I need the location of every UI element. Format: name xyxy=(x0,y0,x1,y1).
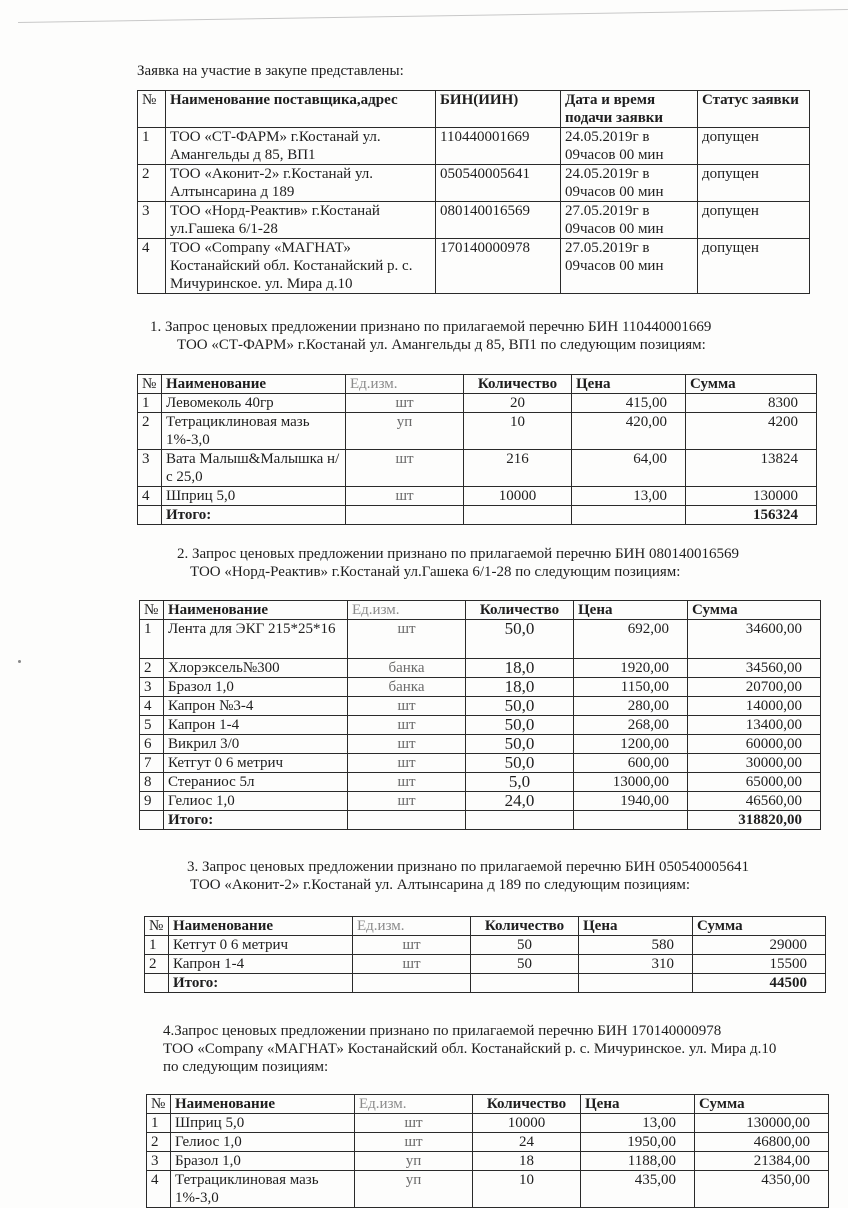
item-price: 280,00 xyxy=(574,697,688,716)
section-4-items-table xyxy=(146,1094,829,1208)
item-sum: 46800,00 xyxy=(695,1133,829,1152)
item-qty: 20 xyxy=(464,394,572,413)
status-value: допущен xyxy=(698,239,810,294)
col-header-status: Статус заявки xyxy=(698,91,810,128)
total-row xyxy=(145,974,826,993)
row-number: 1 xyxy=(140,620,164,659)
item-name: Гелиос 1,0 xyxy=(164,792,348,811)
item-qty: 18,0 xyxy=(466,678,574,697)
intro-text: Заявка на участие в закупе представлены: xyxy=(137,63,404,79)
section-2-title-line1: 2. Запрос ценовых предложении признано по прилагаемой перечню БИН 080140016569 xyxy=(177,546,739,562)
scan-artifact-line xyxy=(18,9,848,23)
item-name: Стераниос 5л xyxy=(164,773,348,792)
col-header-sum: Сумма xyxy=(693,917,826,936)
submission-date: 27.05.2019г в 09часов 00 мин xyxy=(561,202,698,239)
item-unit: банка xyxy=(348,659,466,678)
col-header-number: № xyxy=(138,91,166,128)
item-sum: 8300 xyxy=(686,394,817,413)
status-value: допущен xyxy=(698,165,810,202)
item-qty: 18,0 xyxy=(466,659,574,678)
supplier-name: ТОО «Норд-Реактив» г.Костанай ул.Гашека 6/1-28 xyxy=(166,202,436,239)
supplier-name: ТОО «Аконит-2» г.Костанай ул. Алтынсарина д 189 xyxy=(166,165,436,202)
item-sum: 60000,00 xyxy=(688,735,821,754)
item-name: Вата Малыш&Малышка н/с 25,0 xyxy=(162,450,346,487)
row-number: 9 xyxy=(140,792,164,811)
item-unit: шт xyxy=(355,1133,473,1152)
bin-value: 080140016569 xyxy=(436,202,561,239)
row-number: 2 xyxy=(147,1133,171,1152)
item-qty: 10 xyxy=(464,413,572,450)
item-unit: банка xyxy=(348,678,466,697)
bin-value: 110440001669 xyxy=(436,128,561,165)
item-price: 64,00 xyxy=(572,450,686,487)
item-name: Бразол 1,0 xyxy=(164,678,348,697)
item-unit: уп xyxy=(355,1171,473,1208)
item-price: 13,00 xyxy=(572,487,686,506)
total-row xyxy=(140,811,821,830)
section-4-title-line3: по следующим позициям: xyxy=(163,1059,329,1075)
table-row xyxy=(147,1114,829,1133)
item-unit: шт xyxy=(348,716,466,735)
item-sum: 130000 xyxy=(686,487,817,506)
row-number: 2 xyxy=(138,413,162,450)
table-row xyxy=(138,202,810,239)
item-price: 580 xyxy=(579,936,693,955)
table-row xyxy=(140,773,821,792)
col-header-sum: Сумма xyxy=(688,601,821,620)
item-sum: 4350,00 xyxy=(695,1171,829,1208)
col-header-name: Наименование xyxy=(171,1095,355,1114)
col-header-name: Наименование xyxy=(162,375,346,394)
item-price: 1200,00 xyxy=(574,735,688,754)
item-price: 692,00 xyxy=(574,620,688,659)
item-sum: 20700,00 xyxy=(688,678,821,697)
supplier-name: ТОО «СТ-ФАРМ» г.Костанай ул. Амангельды д 85, ВП1 xyxy=(166,128,436,165)
table-row xyxy=(138,450,817,487)
table-row xyxy=(138,239,810,294)
submission-date: 24.05.2019г в 09часов 00 мин xyxy=(561,128,698,165)
col-header-supplier: Наименование поставщика,адрес xyxy=(166,91,436,128)
col-header-name: Наименование xyxy=(164,601,348,620)
submission-date: 24.05.2019г в 09часов 00 мин xyxy=(561,165,698,202)
item-unit: уп xyxy=(355,1152,473,1171)
item-sum: 34600,00 xyxy=(688,620,821,659)
col-header-price: Цена xyxy=(574,601,688,620)
table-row xyxy=(138,394,817,413)
row-number: 3 xyxy=(147,1152,171,1171)
item-sum: 46560,00 xyxy=(688,792,821,811)
row-number: 2 xyxy=(138,165,166,202)
item-qty: 216 xyxy=(464,450,572,487)
bin-value: 170140000978 xyxy=(436,239,561,294)
row-number: 4 xyxy=(138,487,162,506)
col-header-number: № xyxy=(138,375,162,394)
item-qty: 50 xyxy=(471,936,579,955)
item-unit: шт xyxy=(348,697,466,716)
col-header-qty: Количество xyxy=(471,917,579,936)
col-header-unit: Ед.изм. xyxy=(346,375,464,394)
item-price: 415,00 xyxy=(572,394,686,413)
item-qty: 50,0 xyxy=(466,735,574,754)
row-number: 8 xyxy=(140,773,164,792)
row-number: 4 xyxy=(147,1171,171,1208)
col-header-qty: Количество xyxy=(466,601,574,620)
section-3-items-table xyxy=(144,916,826,993)
item-name: Капрон 1-4 xyxy=(164,716,348,735)
item-qty: 5,0 xyxy=(466,773,574,792)
row-number: 6 xyxy=(140,735,164,754)
item-price: 420,00 xyxy=(572,413,686,450)
item-price: 1950,00 xyxy=(581,1133,695,1152)
row-number: 3 xyxy=(138,450,162,487)
col-header-qty: Количество xyxy=(464,375,572,394)
item-unit: шт xyxy=(353,955,471,974)
table-row xyxy=(140,735,821,754)
table-row xyxy=(145,936,826,955)
total-label: Итого: xyxy=(162,506,346,525)
item-sum: 30000,00 xyxy=(688,754,821,773)
item-unit: шт xyxy=(348,792,466,811)
section-3-title-line2: ТОО «Аконит-2» г.Костанай ул. Алтынсарина д 189 по следующим позициям: xyxy=(190,877,690,893)
item-name: Гелиос 1,0 xyxy=(171,1133,355,1152)
table-row xyxy=(140,716,821,735)
table-row xyxy=(147,1133,829,1152)
col-header-bin: БИН(ИИН) xyxy=(436,91,561,128)
item-unit: шт xyxy=(346,450,464,487)
section-4-title-line2: ТОО «Company «МАГНАТ» Костанайский обл. Костанайский р. с. Мичуринское. ул. Мира д.10 xyxy=(163,1041,777,1057)
scan-speck xyxy=(18,660,21,663)
item-price: 600,00 xyxy=(574,754,688,773)
item-name: Тетрациклиновая мазь 1%-3,0 xyxy=(162,413,346,450)
table-row xyxy=(138,128,810,165)
item-name: Левомеколь 40гр xyxy=(162,394,346,413)
bin-value: 050540005641 xyxy=(436,165,561,202)
item-sum: 29000 xyxy=(693,936,826,955)
item-qty: 50,0 xyxy=(466,754,574,773)
row-number: 2 xyxy=(145,955,169,974)
item-price: 1920,00 xyxy=(574,659,688,678)
row-number: 2 xyxy=(140,659,164,678)
col-header-price: Цена xyxy=(579,917,693,936)
item-qty: 50,0 xyxy=(466,620,574,659)
col-header-unit: Ед.изм. xyxy=(353,917,471,936)
item-name: Капрон №3-4 xyxy=(164,697,348,716)
table-row xyxy=(147,1171,829,1208)
item-price: 1188,00 xyxy=(581,1152,695,1171)
item-qty: 50 xyxy=(471,955,579,974)
section-2-title-line2: ТОО «Норд-Реактив» г.Костанай ул.Гашека 6/1-28 по следующим позициям: xyxy=(190,564,681,580)
total-value: 44500 xyxy=(693,974,826,993)
total-value: 156324 xyxy=(686,506,817,525)
item-sum: 65000,00 xyxy=(688,773,821,792)
table-row xyxy=(140,659,821,678)
section-2-items-table xyxy=(139,600,821,830)
row-number: 3 xyxy=(140,678,164,697)
item-unit: шт xyxy=(348,773,466,792)
status-value: допущен xyxy=(698,128,810,165)
item-price: 13,00 xyxy=(581,1114,695,1133)
table-row xyxy=(138,413,817,450)
col-header-sum: Сумма xyxy=(695,1095,829,1114)
table-row xyxy=(145,955,826,974)
item-sum: 34560,00 xyxy=(688,659,821,678)
item-price: 268,00 xyxy=(574,716,688,735)
col-header-number: № xyxy=(140,601,164,620)
col-header-unit: Ед.изм. xyxy=(348,601,466,620)
status-value: допущен xyxy=(698,202,810,239)
item-name: Шприц 5,0 xyxy=(171,1114,355,1133)
item-qty: 24,0 xyxy=(466,792,574,811)
col-header-name: Наименование xyxy=(169,917,353,936)
col-header-unit: Ед.изм. xyxy=(355,1095,473,1114)
item-name: Бразол 1,0 xyxy=(171,1152,355,1171)
table-header-row xyxy=(140,601,821,620)
item-sum: 13400,00 xyxy=(688,716,821,735)
item-unit: уп xyxy=(346,413,464,450)
item-unit: шт xyxy=(348,620,466,659)
item-name: Тетрациклиновая мазь 1%-3,0 xyxy=(171,1171,355,1208)
item-name: Хлорэксель№300 xyxy=(164,659,348,678)
item-price: 435,00 xyxy=(581,1171,695,1208)
submission-date: 27.05.2019г в 09часов 00 мин xyxy=(561,239,698,294)
item-qty: 18 xyxy=(473,1152,581,1171)
item-price: 1940,00 xyxy=(574,792,688,811)
row-number: 1 xyxy=(147,1114,171,1133)
total-row xyxy=(138,506,817,525)
col-header-date: Дата и время подачи заявки xyxy=(561,91,698,128)
item-unit: шт xyxy=(348,735,466,754)
item-unit: шт xyxy=(348,754,466,773)
section-1-title-line1: 1. Запрос ценовых предложении признано по прилагаемой перечню БИН 110440001669 xyxy=(150,319,712,335)
item-sum: 13824 xyxy=(686,450,817,487)
item-qty: 24 xyxy=(473,1133,581,1152)
item-name: Викрил 3/0 xyxy=(164,735,348,754)
table-header-row xyxy=(138,91,810,128)
col-header-number: № xyxy=(147,1095,171,1114)
section-1-items-table xyxy=(137,374,817,525)
table-header-row xyxy=(138,375,817,394)
row-number: 4 xyxy=(140,697,164,716)
row-number: 7 xyxy=(140,754,164,773)
applications-table xyxy=(137,90,810,294)
col-header-price: Цена xyxy=(581,1095,695,1114)
table-header-row xyxy=(147,1095,829,1114)
total-label: Итого: xyxy=(169,974,353,993)
row-number: 1 xyxy=(138,394,162,413)
item-qty: 50,0 xyxy=(466,697,574,716)
section-4-title-line1: 4.Запрос ценовых предложении признано по прилагаемой перечню БИН 170140000978 xyxy=(163,1023,722,1039)
total-label: Итого: xyxy=(164,811,348,830)
item-sum: 4200 xyxy=(686,413,817,450)
row-number: 5 xyxy=(140,716,164,735)
item-price: 13000,00 xyxy=(574,773,688,792)
table-row xyxy=(140,754,821,773)
item-qty: 10000 xyxy=(473,1114,581,1133)
table-row xyxy=(140,792,821,811)
item-unit: шт xyxy=(346,394,464,413)
item-name: Шприц 5,0 xyxy=(162,487,346,506)
item-name: Лента для ЭКГ 215*25*16 xyxy=(164,620,348,659)
table-row xyxy=(140,697,821,716)
item-unit: шт xyxy=(353,936,471,955)
section-3-title-line1: 3. Запрос ценовых предложении признано по прилагаемой перечню БИН 050540005641 xyxy=(187,859,749,875)
item-qty: 10000 xyxy=(464,487,572,506)
item-price: 310 xyxy=(579,955,693,974)
table-header-row xyxy=(145,917,826,936)
item-name: Капрон 1-4 xyxy=(169,955,353,974)
item-unit: шт xyxy=(346,487,464,506)
table-row xyxy=(140,678,821,697)
table-row xyxy=(138,487,817,506)
row-number: 1 xyxy=(145,936,169,955)
row-number: 4 xyxy=(138,239,166,294)
item-qty: 50,0 xyxy=(466,716,574,735)
item-sum: 15500 xyxy=(693,955,826,974)
item-name: Кетгут 0 6 метрич xyxy=(164,754,348,773)
item-unit: шт xyxy=(355,1114,473,1133)
row-number: 1 xyxy=(138,128,166,165)
item-sum: 14000,00 xyxy=(688,697,821,716)
item-qty: 10 xyxy=(473,1171,581,1208)
supplier-name: ТОО «Company «МАГНАТ» Костанайский обл. Костанайский р. с. Мичуринское. ул. Мира д.10 xyxy=(166,239,436,294)
item-price: 1150,00 xyxy=(574,678,688,697)
section-1-title-line2: ТОО «СТ-ФАРМ» г.Костанай ул. Амангельды д 85, ВП1 по следующим позициям: xyxy=(177,337,706,353)
table-row xyxy=(138,165,810,202)
col-header-sum: Сумма xyxy=(686,375,817,394)
total-value: 318820,00 xyxy=(688,811,821,830)
item-sum: 21384,00 xyxy=(695,1152,829,1171)
table-row xyxy=(147,1152,829,1171)
col-header-price: Цена xyxy=(572,375,686,394)
row-number: 3 xyxy=(138,202,166,239)
col-header-qty: Количество xyxy=(473,1095,581,1114)
item-name: Кетгут 0 6 метрич xyxy=(169,936,353,955)
item-sum: 130000,00 xyxy=(695,1114,829,1133)
col-header-number: № xyxy=(145,917,169,936)
table-row xyxy=(140,620,821,659)
